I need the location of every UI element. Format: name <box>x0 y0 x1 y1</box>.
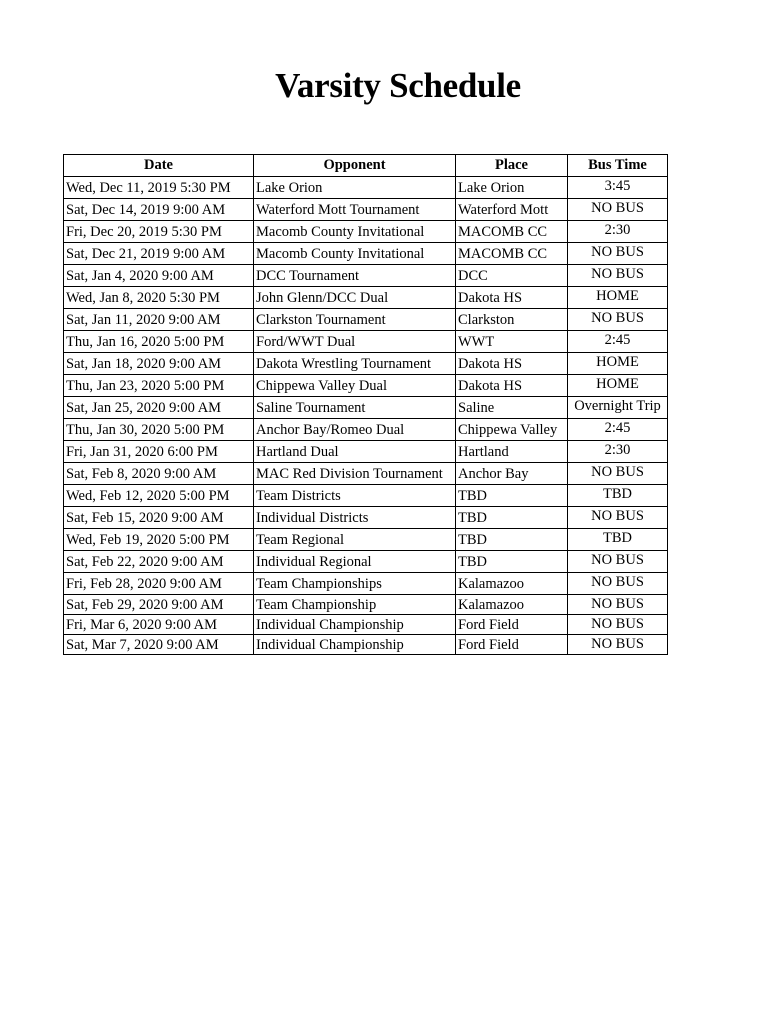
opponent-cell: Individual Districts <box>254 507 456 529</box>
place-cell: Dakota HS <box>456 375 568 397</box>
place-cell: Anchor Bay <box>456 463 568 485</box>
bus-time-cell: 2:45 <box>568 419 668 441</box>
place-cell: TBD <box>456 485 568 507</box>
table-row <box>64 243 668 265</box>
date-cell: Sat, Feb 29, 2020 9:00 AM <box>64 595 254 615</box>
table-row <box>64 265 668 287</box>
bus-time-cell: NO BUS <box>568 463 668 485</box>
place-cell: Kalamazoo <box>456 573 568 595</box>
table-row <box>64 397 668 419</box>
opponent-cell: Individual Regional <box>254 551 456 573</box>
table-row <box>64 221 668 243</box>
bus-time-cell: NO BUS <box>568 199 668 221</box>
date-cell: Wed, Jan 8, 2020 5:30 PM <box>64 287 254 309</box>
place-cell: Ford Field <box>456 615 568 635</box>
date-cell: Wed, Dec 11, 2019 5:30 PM <box>64 177 254 199</box>
bus-time-cell: NO BUS <box>568 265 668 287</box>
opponent-cell: Clarkston Tournament <box>254 309 456 331</box>
bus-time-cell: TBD <box>568 485 668 507</box>
table-row <box>64 595 668 615</box>
table-row <box>64 419 668 441</box>
table-row <box>64 573 668 595</box>
opponent-cell: Macomb County Invitational <box>254 221 456 243</box>
bus-time-cell: 3:45 <box>568 177 668 199</box>
date-cell: Fri, Mar 6, 2020 9:00 AM <box>64 615 254 635</box>
date-cell: Sat, Jan 4, 2020 9:00 AM <box>64 265 254 287</box>
bus-time-cell: TBD <box>568 529 668 551</box>
bus-time-cell: 2:30 <box>568 441 668 463</box>
place-cell: TBD <box>456 507 568 529</box>
opponent-cell: Individual Championship <box>254 635 456 655</box>
table-row <box>64 287 668 309</box>
date-cell: Fri, Dec 20, 2019 5:30 PM <box>64 221 254 243</box>
opponent-cell: Saline Tournament <box>254 397 456 419</box>
place-cell: Kalamazoo <box>456 595 568 615</box>
place-cell: Ford Field <box>456 635 568 655</box>
date-cell: Sat, Jan 11, 2020 9:00 AM <box>64 309 254 331</box>
opponent-cell: MAC Red Division Tournament <box>254 463 456 485</box>
date-cell: Wed, Feb 19, 2020 5:00 PM <box>64 529 254 551</box>
bus-time-cell: NO BUS <box>568 573 668 595</box>
bus-time-cell: NO BUS <box>568 243 668 265</box>
table-row <box>64 615 668 635</box>
date-cell: Thu, Jan 16, 2020 5:00 PM <box>64 331 254 353</box>
opponent-cell: Chippewa Valley Dual <box>254 375 456 397</box>
table-row <box>64 353 668 375</box>
date-cell: Thu, Jan 30, 2020 5:00 PM <box>64 419 254 441</box>
column-header-place: Place <box>456 155 568 177</box>
opponent-cell: Team Regional <box>254 529 456 551</box>
date-cell: Sat, Feb 8, 2020 9:00 AM <box>64 463 254 485</box>
place-cell: Dakota HS <box>456 353 568 375</box>
date-cell: Sat, Dec 14, 2019 9:00 AM <box>64 199 254 221</box>
date-cell: Sat, Feb 22, 2020 9:00 AM <box>64 551 254 573</box>
opponent-cell: John Glenn/DCC Dual <box>254 287 456 309</box>
opponent-cell: Macomb County Invitational <box>254 243 456 265</box>
bus-time-cell: NO BUS <box>568 595 668 615</box>
bus-time-cell: HOME <box>568 353 668 375</box>
opponent-cell: DCC Tournament <box>254 265 456 287</box>
bus-time-cell: HOME <box>568 287 668 309</box>
table-row <box>64 551 668 573</box>
place-cell: MACOMB CC <box>456 243 568 265</box>
opponent-cell: Anchor Bay/Romeo Dual <box>254 419 456 441</box>
header-row <box>64 155 668 177</box>
opponent-cell: Hartland Dual <box>254 441 456 463</box>
bus-time-cell: NO BUS <box>568 309 668 331</box>
table-row <box>64 441 668 463</box>
place-cell: MACOMB CC <box>456 221 568 243</box>
opponent-cell: Individual Championship <box>254 615 456 635</box>
table-row <box>64 309 668 331</box>
opponent-cell: Team Championship <box>254 595 456 615</box>
date-cell: Sat, Dec 21, 2019 9:00 AM <box>64 243 254 265</box>
place-cell: Chippewa Valley <box>456 419 568 441</box>
opponent-cell: Team Districts <box>254 485 456 507</box>
table-row <box>64 529 668 551</box>
table-row <box>64 507 668 529</box>
table-row <box>64 485 668 507</box>
bus-time-cell: Overnight Trip <box>568 397 668 419</box>
table-row <box>64 331 668 353</box>
place-cell: Waterford Mott <box>456 199 568 221</box>
opponent-cell: Waterford Mott Tournament <box>254 199 456 221</box>
place-cell: DCC <box>456 265 568 287</box>
date-cell: Fri, Jan 31, 2020 6:00 PM <box>64 441 254 463</box>
schedule-table <box>63 154 668 655</box>
table-row <box>64 635 668 655</box>
place-cell: WWT <box>456 331 568 353</box>
table-row <box>64 199 668 221</box>
opponent-cell: Dakota Wrestling Tournament <box>254 353 456 375</box>
bus-time-cell: 2:30 <box>568 221 668 243</box>
column-header-opponent: Opponent <box>254 155 456 177</box>
date-cell: Sat, Jan 25, 2020 9:00 AM <box>64 397 254 419</box>
place-cell: Saline <box>456 397 568 419</box>
date-cell: Thu, Jan 23, 2020 5:00 PM <box>64 375 254 397</box>
date-cell: Sat, Jan 18, 2020 9:00 AM <box>64 353 254 375</box>
column-header-date: Date <box>64 155 254 177</box>
date-cell: Sat, Mar 7, 2020 9:00 AM <box>64 635 254 655</box>
place-cell: Clarkston <box>456 309 568 331</box>
place-cell: Lake Orion <box>456 177 568 199</box>
place-cell: Hartland <box>456 441 568 463</box>
opponent-cell: Lake Orion <box>254 177 456 199</box>
table-row <box>64 177 668 199</box>
bus-time-cell: HOME <box>568 375 668 397</box>
opponent-cell: Ford/WWT Dual <box>254 331 456 353</box>
bus-time-cell: NO BUS <box>568 635 668 655</box>
place-cell: TBD <box>456 529 568 551</box>
date-cell: Sat, Feb 15, 2020 9:00 AM <box>64 507 254 529</box>
place-cell: TBD <box>456 551 568 573</box>
column-header-bus-time: Bus Time <box>568 155 668 177</box>
table-row <box>64 375 668 397</box>
bus-time-cell: NO BUS <box>568 507 668 529</box>
date-cell: Fri, Feb 28, 2020 9:00 AM <box>64 573 254 595</box>
table-row <box>64 463 668 485</box>
place-cell: Dakota HS <box>456 287 568 309</box>
bus-time-cell: NO BUS <box>568 615 668 635</box>
bus-time-cell: 2:45 <box>568 331 668 353</box>
date-cell: Wed, Feb 12, 2020 5:00 PM <box>64 485 254 507</box>
opponent-cell: Team Championships <box>254 573 456 595</box>
page-title: Varsity Schedule <box>275 66 521 105</box>
bus-time-cell: NO BUS <box>568 551 668 573</box>
